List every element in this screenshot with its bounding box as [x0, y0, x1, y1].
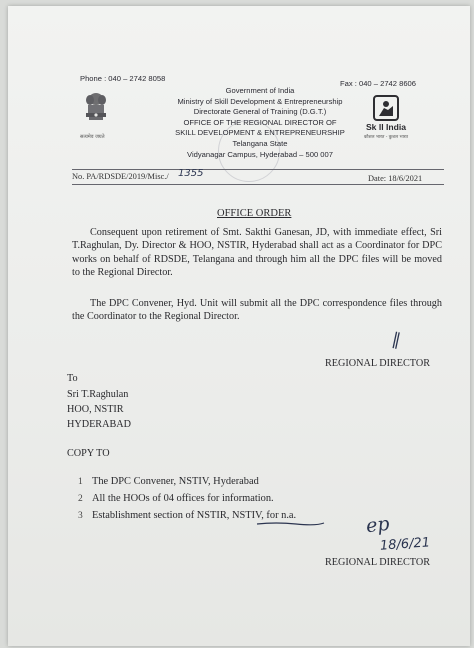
signatory-title: REGIONAL DIRECTOR [325, 358, 430, 369]
national-emblem-icon [82, 90, 110, 134]
paragraph-1-text: Consequent upon retirement of Smt. Sakthi Ganesan, JD, with immediate effect, Sri T.Raghulan, Dy. Director & HOO, NSTIR, Hyderabad shall act as a Coordinator for DPC works on behalf of RDSDE, Telangana and through him all the DPC files will be moved to the Regional Director. [72, 227, 442, 279]
signature-mark: ∥ [390, 329, 403, 351]
faint-seal-stamp [218, 120, 280, 182]
paragraph-2 [72, 297, 442, 324]
handwritten-underline [256, 521, 326, 527]
to-label: To [67, 373, 78, 384]
to-line-city: HYDERABAD [67, 419, 131, 430]
copy-item-text: All the HOOs of 04 offices for information. [92, 493, 274, 504]
paragraph-2-text: The DPC Convener, Hyd. Unit will submit all the DPC correspondence files through the Coordinator to the Regional Director. [72, 298, 442, 323]
ref-rule-top [72, 169, 444, 170]
header-fax: Fax : 040 – 2742 8606 [340, 79, 416, 88]
skill-india-logo-text: Sk ll India [365, 122, 407, 132]
document-title: OFFICE ORDER [217, 208, 292, 219]
signatory-title-2: REGIONAL DIRECTOR [325, 557, 430, 568]
header-line-government: Government of India [225, 86, 295, 95]
header-phone: Phone : 040 – 2742 8058 [80, 74, 166, 83]
copy-item-number: 3 [78, 511, 83, 521]
emblem-caption: सत्यमेव जयते [80, 134, 105, 140]
copy-item-number: 2 [78, 494, 83, 504]
ref-rule-bottom [72, 184, 444, 185]
header-line-ministry: Ministry of Skill Development & Entrepreneurship [177, 96, 343, 106]
skill-india-tagline: कौशल भारत - कुशल भारत [363, 135, 409, 140]
copy-item-text: Establishment section of NSTIR, NSTIV, for n.a. [92, 510, 297, 521]
paragraph-1 [72, 226, 442, 280]
header-line-office: OFFICE OF THE REGIONAL DIRECTOR OF [183, 117, 337, 127]
to-line-designation: HOO, NSTIR [67, 404, 124, 415]
header-line-directorate: Directorate General of Training (D.G.T.) [193, 107, 327, 117]
handwritten-sign-date: 18/6/21 [379, 535, 431, 554]
header-line-skill-dev: SKILL DEVELOPMENT & ENTREPRENEURSHIP [175, 128, 345, 138]
handwritten-initials: ep [364, 512, 391, 538]
to-line-name: Sri T.Raghulan [67, 389, 129, 400]
reference-number: No. PA/RDSDE/2019/Misc./ [72, 172, 169, 181]
header-line-address: Vidyanagar Campus, Hyderabad – 500 007 [187, 149, 333, 159]
copy-item-text: The DPC Convener, NSTIV, Hyderabad [92, 476, 259, 487]
handwritten-ref-number: 1355 [178, 168, 204, 179]
header-line-state: Telangana State [232, 138, 288, 148]
copy-to-label: COPY TO [67, 448, 110, 459]
order-date: Date: 18/6/2021 [368, 174, 423, 183]
copy-item-number: 1 [78, 477, 83, 487]
